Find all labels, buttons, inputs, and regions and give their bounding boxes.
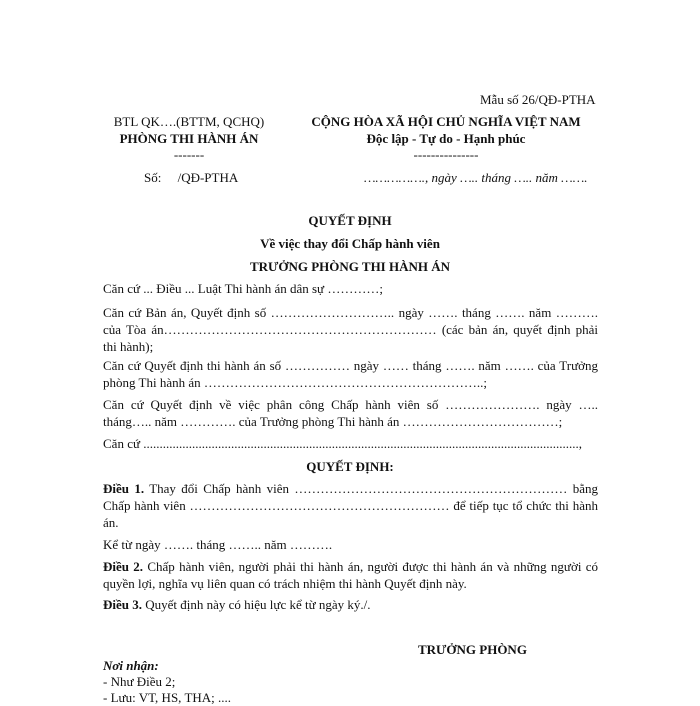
document-subject: Về việc thay đổi Chấp hành viên — [260, 236, 440, 251]
article-1-effective-date: Kể từ ngày ……. tháng …….. năm ………. — [103, 537, 333, 552]
recipient-item: - Lưu: VT, HS, THA; .... — [103, 690, 232, 705]
article-1 — [103, 480, 598, 531]
article-1-text: Thay đổi Chấp hành viên ……………………………………………………… bằng Chấp hành viên …………………………………………………… để tiếp tục tổ chức thi hành án. — [103, 481, 599, 530]
legal-basis: Căn cứ ......................................................................................................................................, — [103, 436, 583, 451]
signature-title: TRƯỞNG PHÒNG — [418, 642, 527, 657]
article-2-text: Chấp hành viên, người phải thi hành án, người được thi hành án và những người có quyền lợi, nghĩa vụ liên quan có trách nhiệm thi hành Quyết định này. — [103, 559, 599, 591]
document-number: Số: /QĐ-PTHA — [144, 170, 239, 185]
document-date: ……………., ngày ….. tháng ….. năm ……. — [364, 170, 588, 185]
legal-basis: Căn cứ Bản án, Quyết định số ……………………….. ngày ……. tháng ……. năm ………. của Tòa án……………………………………………………… (các bản án, quyết định phải thi hành); — [103, 305, 598, 354]
issuing-authority: TRƯỞNG PHÒNG THI HÀNH ÁN — [249, 259, 451, 274]
legal-basis: Căn cứ ... Điều ... Luật Thi hành án dân sự …………; — [103, 281, 383, 296]
decision-heading: QUYẾT ĐỊNH: — [306, 459, 394, 474]
legal-basis: Căn cứ Quyết định về việc phân công Chấp hành viên số …………………. ngày ….. tháng….. năm …………. của Trưởng phòng Thi hành án ………………………………; — [103, 397, 598, 429]
article-3 — [103, 596, 598, 613]
left-header-rule: ------- — [173, 147, 205, 162]
document-title: QUYẾT ĐỊNH — [308, 213, 392, 228]
article-2 — [103, 558, 598, 592]
national-motto: Độc lập - Tự do - Hạnh phúc — [366, 131, 526, 146]
article-3-label: Điều 3. — [103, 597, 142, 612]
form-code: Mẫu số 26/QĐ-PTHA — [480, 92, 596, 107]
legal-basis: Căn cứ Quyết định thi hành án số …………… ngày …… tháng ……. năm ……. của Trưởng phòng Thi hành án ………………………………………………………..; — [103, 358, 598, 390]
article-2-label: Điều 2. — [103, 559, 144, 574]
recipients-heading: Nơi nhận: — [103, 658, 159, 673]
article-1-label: Điều 1. — [103, 481, 145, 496]
issuing-org: BTL QK….(BTTM, QCHQ) — [113, 114, 265, 129]
recipient-item: - Như Điều 2; — [103, 674, 176, 689]
article-3-text: Quyết định này có hiệu lực kể từ ngày ký./. — [142, 597, 371, 612]
issuing-dept: PHÒNG THI HÀNH ÁN — [119, 131, 259, 146]
national-title: CỘNG HÒA XÃ HỘI CHỦ NGHĨA VIỆT NAM — [311, 114, 581, 129]
right-header-rule: --------------- — [413, 147, 479, 162]
